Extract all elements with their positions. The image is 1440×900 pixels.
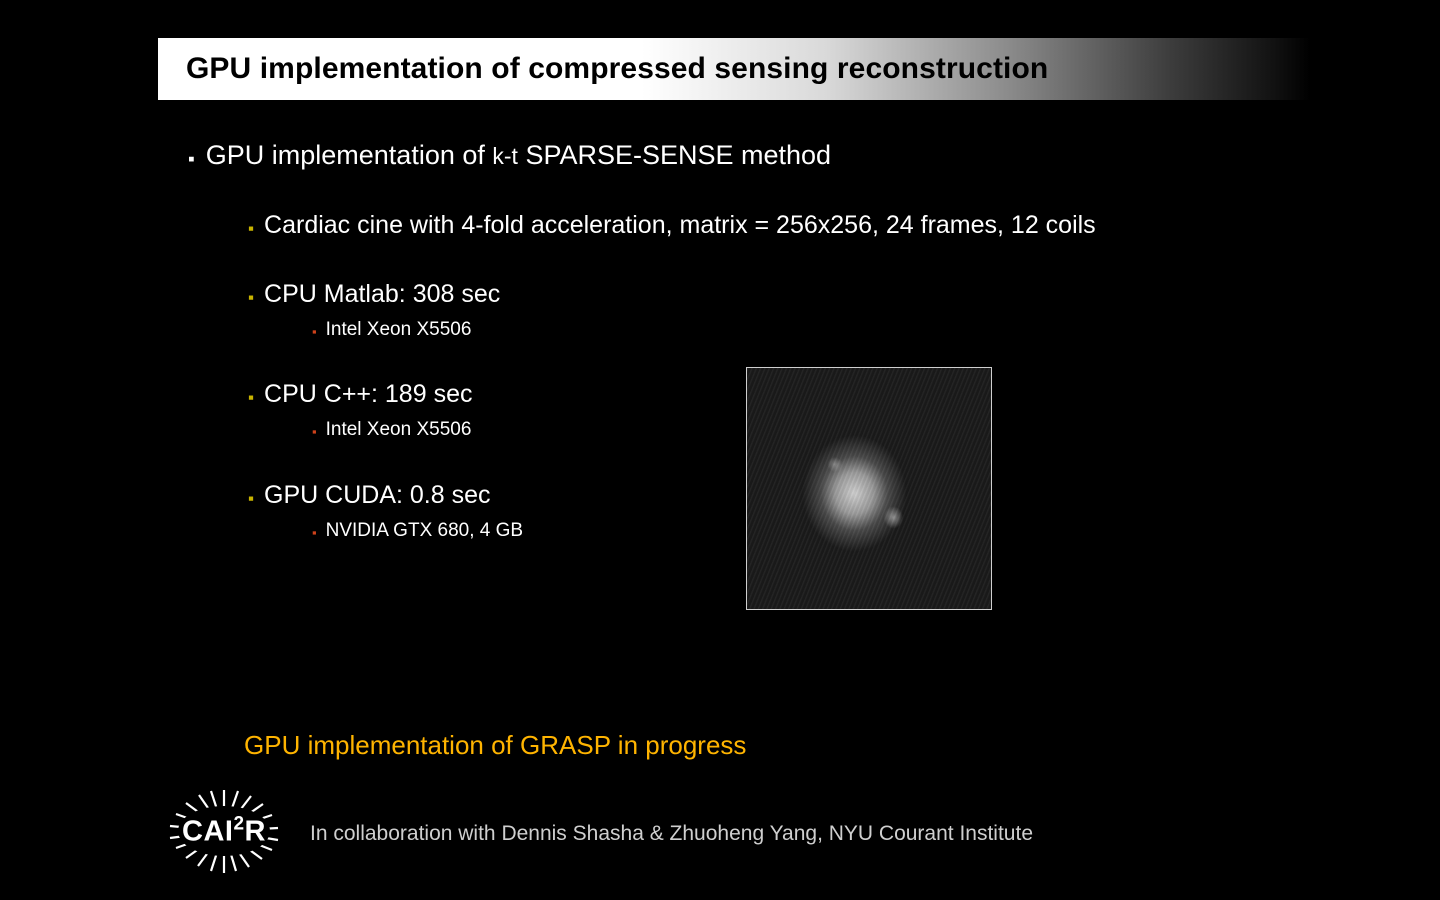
bullet-level2-cardiac-cine (248, 211, 1440, 240)
bullet-level1-text-part2: SPARSE-SENSE method (517, 140, 832, 170)
cardiac-mri-image (746, 367, 992, 610)
bullet-level3-text: NVIDIA GTX 680, 4 GB (325, 519, 524, 541)
logo-text (182, 814, 266, 849)
grasp-progress-text: GPU implementation of GRASP in progress (244, 730, 747, 760)
bullet-marker-icon: ▪ (248, 388, 255, 408)
slide-title-bar (158, 38, 1310, 100)
bullet-level1-text-kt: k-t (492, 143, 518, 169)
bullet-level2-cpu-matlab (248, 280, 1440, 309)
logo-text-sup: 2 (233, 813, 245, 835)
bullet-level3-matlab-hardware (312, 319, 1440, 341)
page-title: GPU implementation of compressed sensing reconstruction (186, 52, 1049, 85)
bullet-level3-text: Intel Xeon X5506 (325, 318, 472, 340)
bullet-marker-icon: ▪ (248, 219, 255, 239)
cai2r-logo (148, 788, 300, 874)
bullet-level2-text: CPU Matlab: 308 sec (264, 279, 501, 308)
bullet-marker-icon: ▪ (312, 323, 317, 339)
spacer (0, 193, 1440, 211)
bullet-level3-text: Intel Xeon X5506 (325, 419, 472, 441)
bullet-level1-gpu-implementation (188, 140, 1440, 171)
logo-text-after: R (244, 815, 266, 848)
bullet-marker-icon: ▪ (248, 488, 255, 508)
bullet-level1-text (206, 140, 831, 171)
bullet-marker-icon: ▪ (188, 149, 195, 170)
slide-body (0, 140, 1440, 552)
spacer (0, 250, 1440, 280)
collaboration-note: In collaboration with Dennis Shasha & Zhuoheng Yang, NYU Courant Institute (310, 822, 1033, 845)
bullet-marker-icon: ▪ (312, 424, 317, 440)
logo-text-before: CAI (182, 815, 234, 848)
bullet-level2-text: Cardiac cine with 4-fold acceleration, matrix = 256x256, 24 frames, 12 coils (264, 211, 1096, 240)
bullet-marker-icon: ▪ (248, 287, 255, 307)
bullet-level1-text-part1: GPU implementation of (205, 140, 493, 170)
bullet-marker-icon: ▪ (312, 524, 317, 540)
bullet-level2-text: GPU CUDA: 0.8 sec (264, 480, 491, 509)
spacer (0, 350, 1440, 380)
bullet-level2-text: CPU C++: 189 sec (264, 380, 473, 409)
spacer (0, 451, 1440, 481)
